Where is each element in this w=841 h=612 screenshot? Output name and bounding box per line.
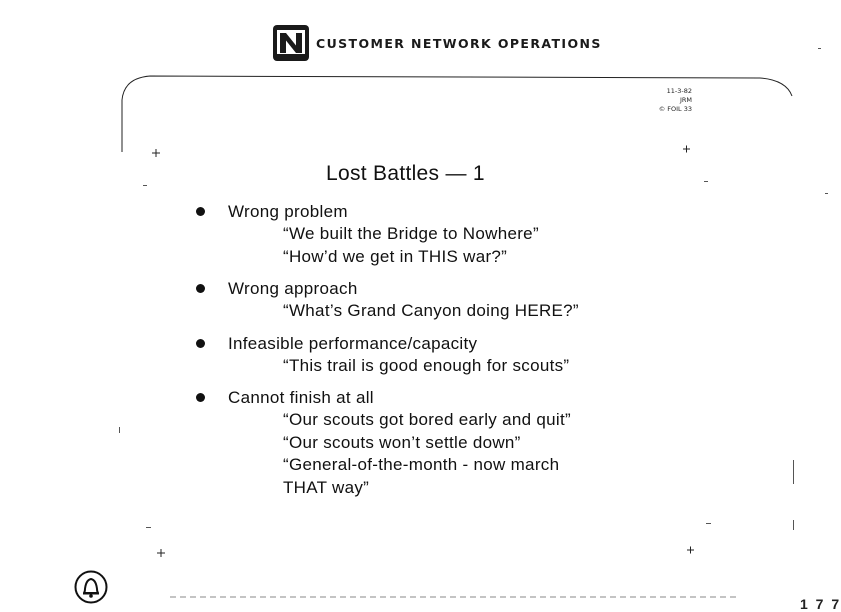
bullet-quote: “How’d we get in THIS war?” xyxy=(283,246,508,266)
bullet-quote: “We built the Bridge to Nowhere” xyxy=(283,224,539,243)
page-number: 1 7 7 xyxy=(800,596,841,612)
bullet-list xyxy=(196,200,676,508)
bullet-dot-icon xyxy=(196,207,205,216)
bullet-item xyxy=(196,277,676,323)
bullet-item xyxy=(196,200,676,268)
slide-title: Lost Battles — 1 xyxy=(326,162,485,185)
bullet-quote: “This trail is good enough for scouts” xyxy=(283,355,570,375)
foil-number: © FOIL 33 xyxy=(658,105,692,113)
company-logo xyxy=(272,24,310,62)
bullet-quote: “Our scouts won’t settle down” xyxy=(283,432,521,452)
bullet-heading: Infeasible performance/capacity xyxy=(228,333,478,353)
bullet-item xyxy=(196,386,676,499)
bullet-quote: “What’s Grand Canyon doing HERE?” xyxy=(283,301,579,320)
author-initials: JRM xyxy=(679,96,692,104)
bullet-heading: Cannot finish at all xyxy=(228,388,374,407)
bullet-quote: “General-of-the-month - now march xyxy=(283,455,560,474)
bullet-item xyxy=(196,332,676,378)
bell-system-logo-icon xyxy=(74,570,108,604)
bullet-dot-icon xyxy=(196,339,205,348)
bullet-quote: THAT way” xyxy=(283,477,370,497)
header-title: CUSTOMER NETWORK OPERATIONS xyxy=(316,35,602,51)
bullet-dot-icon xyxy=(196,284,205,293)
bullet-heading: Wrong problem xyxy=(228,202,348,221)
bullet-quote: “Our scouts got bored early and quit” xyxy=(283,410,571,429)
header xyxy=(272,24,602,62)
date-stamp: 11-3-82 xyxy=(666,87,692,95)
bullet-heading: Wrong approach xyxy=(228,279,358,298)
foil-metadata xyxy=(628,87,692,114)
bullet-dot-icon xyxy=(196,393,205,402)
